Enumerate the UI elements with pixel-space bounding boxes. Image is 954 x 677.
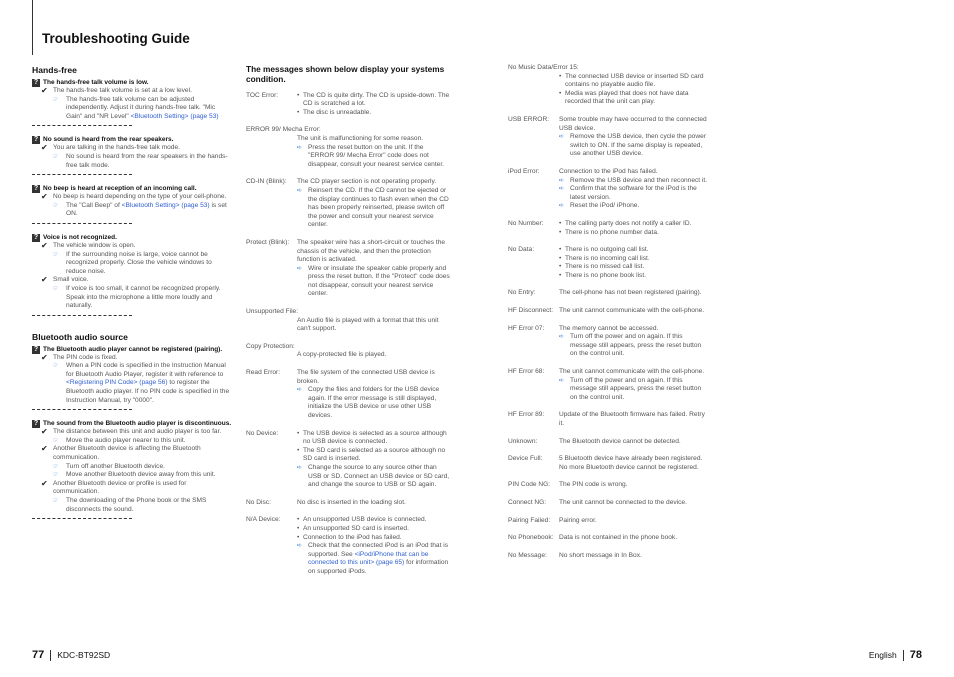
msg-pairing-failed <box>508 517 708 526</box>
divider <box>32 409 132 410</box>
remedy-arrow-icon: ☞ <box>53 153 59 160</box>
msg-bullet: Connection to the iPod has failed. <box>303 533 402 541</box>
remedy-arrow-icon: ☞ <box>53 472 59 479</box>
model-name: KDC-BT92SD <box>57 650 111 660</box>
msg-ipod-error <box>508 168 708 211</box>
remedy-arrow-icon: ➪ <box>297 265 303 272</box>
cause-text: Another Bluetooth device or profile is used for communication. <box>53 479 187 496</box>
msg-remedy: Remove the USB device and then reconnect it. <box>570 176 708 184</box>
cause-text: The hands-free talk volume is set at a low level. <box>53 87 192 94</box>
msg-text: Data is not contained in the phone book. <box>559 534 678 542</box>
remedy-arrow-icon: ☞ <box>53 285 59 292</box>
cause-text: The PIN code is fixed. <box>53 353 118 361</box>
check-icon: ✔ <box>41 444 48 454</box>
msg-bullet: There is no incoming call list. <box>565 254 650 262</box>
msg-text: The CD player section is not operating properly. <box>297 178 437 186</box>
msg-label: No Number: <box>508 219 544 227</box>
msg-text: Pairing error. <box>559 516 597 524</box>
remedy-arrow-icon: ➪ <box>559 203 565 210</box>
msg-label: ERROR 99/ Mecha Error: <box>246 126 321 134</box>
remedy-text-end: is set ON. <box>66 201 227 218</box>
msg-remedy: Wire or insulate the speaker cable properly and press the reset button. If the "Protect" code does not disappear, consult your nearest service center. <box>308 264 450 298</box>
msg-label: TOC Error: <box>246 91 279 99</box>
msg-label: iPod Error: <box>508 167 540 175</box>
msg-label: N/A Device: <box>246 516 281 524</box>
msg-text: Update of the Bluetooth firmware has failed. Retry it. <box>559 411 705 427</box>
remedy-text: The "Call Beep" of <box>66 201 122 209</box>
remedy-arrow-icon: ☞ <box>53 498 59 504</box>
check-icon: ✔ <box>41 192 48 202</box>
remedy-arrow-icon: ➪ <box>297 144 303 151</box>
remedy-arrow-icon: ➪ <box>559 186 565 193</box>
remedy-text: If voice is too small, it cannot be recognized properly. Speak into the microphone a little more loudly and naturally. <box>66 284 221 310</box>
msg-toc-error: TOC Error: • The CD is quite dirty. The CD is upside-down. The CD is scratched a lot. • The disc is unreadable. <box>246 91 450 116</box>
msg-text: The Bluetooth device cannot be detected. <box>559 437 681 445</box>
msg-text: The speaker wire has a short-circuit or touches the chassis of the vehicle, and then the protection function is activated. <box>297 238 446 264</box>
entry-low-volume <box>32 79 232 121</box>
remedy-arrow-icon: ➪ <box>297 543 303 550</box>
msg-bullet: There is no outgoing call list. <box>565 246 649 254</box>
divider <box>32 223 132 224</box>
divider <box>32 315 132 316</box>
msg-label: Copy Protection: <box>246 342 295 350</box>
msg-protect <box>246 239 450 299</box>
msg-no-number: No Number: • The calling party does not notify a caller ID. • There is no phone number data. <box>508 219 692 236</box>
msg-label: Read Error: <box>246 369 281 377</box>
check-icon: ✔ <box>41 86 48 95</box>
remedy-text: Move the audio player nearer to this unit. <box>66 436 186 444</box>
remedy-arrow-icon: ☞ <box>53 463 59 470</box>
msg-remedy: Turn off the power and on again. If this message still appears, press the reset button on the control unit. <box>570 333 702 358</box>
problem-text: The hands-free talk volume is low. <box>43 79 149 86</box>
msg-text: No short message in In Box. <box>559 551 642 559</box>
msg-unknown <box>508 438 708 447</box>
msg-connect-ng <box>508 499 708 508</box>
question-icon: ? <box>33 79 39 86</box>
msg-label: No Phonebook: <box>508 534 554 542</box>
page-link[interactable]: <iPod/iPhone that can be connected to this unit> (page 65) <box>308 550 429 567</box>
cause-text: Small voice. <box>53 276 89 284</box>
msg-no-device: No Device: • The USB device is selected as a source although no USB device is connected. • The SD card is selected as a source although no SD card is inserted. ➪ Change the source to any source other than USB or SD. Connect an USB device or SD card, and change the source to USB or SD again. <box>246 429 450 489</box>
entry-no-beep <box>32 185 232 219</box>
divider <box>32 125 132 126</box>
msg-remedy: Reset the iPod/ iPhone. <box>570 202 640 210</box>
msg-remedy: Remove the USB device, then cycle the power switch to ON. If the same display is repeated, use another USB device. <box>570 133 706 158</box>
entry-voice-not-recognized <box>32 234 232 311</box>
msg-bullet: An unsupported USB device is connected. <box>303 516 427 524</box>
msg-label: No Data: <box>508 246 535 254</box>
msg-remedy: Confirm that the software for the iPod is the latest version. <box>570 185 697 201</box>
cause-text: Another Bluetooth device is affecting the Bluetooth communication. <box>53 445 201 462</box>
msg-bullet: The calling party does not notify a caller ID. <box>565 219 692 227</box>
msg-copy-protection <box>246 343 450 360</box>
check-icon: ✔ <box>41 427 48 437</box>
question-icon: ? <box>33 420 39 428</box>
msg-bullet: An unsupported SD card is inserted. <box>303 524 409 532</box>
cause-text: The vehicle window is open. <box>53 241 136 249</box>
question-icon: ? <box>33 345 39 353</box>
msg-hf-disconnect <box>508 307 708 316</box>
footer-separator <box>50 650 51 661</box>
msg-label: Unsupported File: <box>246 308 299 316</box>
msg-label: HF Error 07: <box>508 324 545 332</box>
msg-bullet: The connected USB device or inserted SD card contains no playable audio file. <box>565 72 704 89</box>
remedy-arrow-icon: ➪ <box>559 334 565 341</box>
divider <box>32 518 132 519</box>
remedy-text: The hands-free talk volume can be adjusted independently. Adjust it during hands-free talk. "Mic Gain" and "NR Level" <box>66 95 216 120</box>
msg-text: Connection to the iPod has failed. <box>559 167 658 175</box>
remedy-text: When a PIN code is specified in the Instruction Manual for Bluetooth Audio Player, register it with reference to <box>66 362 226 378</box>
remedy-arrow-icon: ➪ <box>297 464 303 471</box>
msg-remedy: Turn off the power and on again. If this message still appears, press the reset button on the control unit. <box>570 376 702 401</box>
remedy-text: Turn off another Bluetooth device. <box>66 462 165 470</box>
entry-rear-speakers <box>32 136 232 170</box>
msg-remedy: Change the source to any source other than USB or SD. Connect an USB device or SD card, and change the source to USB or SD again. <box>308 463 450 489</box>
msg-text: No disc is inserted in the loading slot. <box>297 498 406 506</box>
remedy-arrow-icon: ➪ <box>297 187 303 194</box>
check-icon: ✔ <box>41 275 48 285</box>
check-icon: ✔ <box>41 240 48 250</box>
footer-separator <box>903 650 904 661</box>
msg-label: CD-IN (Blink): <box>246 178 287 186</box>
page-link[interactable]: <Registering PIN Code> (page 56) <box>66 379 168 387</box>
column-right <box>508 64 708 569</box>
check-icon: ✔ <box>41 143 48 153</box>
problem-text: No beep is heard at reception of an incoming call. <box>43 185 197 193</box>
problem-text: The Bluetooth audio player cannot be registered (pairing). <box>43 345 223 353</box>
msg-text: The unit cannot be connected to the device. <box>559 498 687 506</box>
msg-text: Some trouble may have occurred to the connected USB device. <box>559 115 707 132</box>
header-rule <box>32 0 33 55</box>
page-link[interactable]: <Bluetooth Setting> (page 53) <box>121 201 210 209</box>
msg-error-99 <box>246 126 450 169</box>
msg-remedy: Copy the files and folders for the USB device again. If the error message is still displayed, initialize the USB device or use other USB devices. <box>308 386 440 419</box>
entry-cannot-register <box>32 346 232 406</box>
language-label: English <box>868 650 897 660</box>
msg-label: HF Disconnect: <box>508 307 554 315</box>
msg-remedy: Check that the connected iPod is an iPod that is supported. See <box>308 542 449 558</box>
msg-text: An Audio file is played with a format that this unit can't support. <box>297 316 439 333</box>
msg-no-message <box>508 552 708 561</box>
msg-unsupported-file <box>246 308 450 334</box>
msg-read-error <box>246 369 450 421</box>
remedy-arrow-icon: ➪ <box>559 177 565 184</box>
msg-remedy-end: for information on supported iPods. <box>308 559 449 575</box>
msg-text: 5 Bluetooth device have already been registered. No more Bluetooth device cannot be registered. <box>559 455 703 471</box>
msg-label: HF Error 68: <box>508 368 545 376</box>
remedy-arrow-icon: ☞ <box>53 437 59 444</box>
column-left <box>32 65 232 529</box>
msg-text: The unit cannot communicate with the cell-phone. <box>559 368 705 376</box>
msg-bullet: The disc is unreadable. <box>303 108 372 116</box>
msg-label: Unknown: <box>508 437 538 445</box>
question-icon: ? <box>33 185 39 193</box>
remedy-arrow-icon: ➪ <box>297 387 303 394</box>
msg-hf-error-89 <box>508 411 708 428</box>
page-link[interactable]: <Bluetooth Setting> (page 53) <box>130 112 219 120</box>
remedy-arrow-icon: ☞ <box>53 363 59 370</box>
msg-pin-code-ng <box>508 481 708 490</box>
msg-label: Connect NG: <box>508 498 547 506</box>
msg-bullet: The USB device is selected as a source although no USB device is connected. <box>303 429 447 446</box>
msg-hf-error-68 <box>508 368 708 402</box>
msg-label: Device Full: <box>508 455 543 463</box>
cause-text: No beep is heard depending on the type of your cell-phone. <box>53 193 227 201</box>
msg-no-entry <box>508 289 708 298</box>
msg-label: No Disc: <box>246 498 271 506</box>
msg-label: No Entry: <box>508 289 536 297</box>
cause-text: You are talking in the hands-free talk mode. <box>53 144 180 152</box>
remedy-arrow-icon: ☞ <box>53 251 59 258</box>
msg-text: The memory cannot be accessed. <box>559 324 659 332</box>
cause-text: The distance between this unit and audio player is too far. <box>53 428 222 436</box>
remedy-arrow-icon: ➪ <box>559 134 565 141</box>
msg-bullet: Media was played that does not have data recorded that the unit can play. <box>565 89 689 106</box>
remedy-arrow-icon: ☞ <box>53 202 59 209</box>
page-number-right: 78 <box>909 649 922 661</box>
msg-label: No Device: <box>246 429 279 437</box>
msg-label: USB ERROR: <box>508 115 550 123</box>
msg-bullet: The CD is quite dirty. The CD is upside-down. The CD is scratched a lot. <box>303 91 450 108</box>
remedy-text-end: to register the Bluetooth audio player. If no PIN code is specified in the Instruction Manual, try "0000". <box>66 379 230 404</box>
msg-no-phonebook <box>508 534 708 543</box>
msg-label: No Music Data/Error 15: <box>508 64 579 71</box>
msg-bullet: There is no missed call list. <box>565 263 645 271</box>
remedy-text: The downloading of the Phone book or the SMS disconnects the sound. <box>66 497 207 513</box>
msg-usb-error <box>508 116 708 159</box>
column-middle <box>246 65 450 586</box>
remedy-arrow-icon: ☞ <box>53 96 59 103</box>
msg-bullet: The SD card is selected as a source although no SD card is inserted. <box>303 446 446 463</box>
footer-left <box>32 649 110 661</box>
msg-label: HF Error 89: <box>508 411 545 419</box>
msg-label: No Message: <box>508 551 547 559</box>
msg-no-music-data: No Music Data/Error 15: • The connected USB device or inserted SD card contains no playable audio file. • Media was played that does not have data recorded that the unit can play. <box>508 64 708 107</box>
msg-no-disc <box>246 499 450 508</box>
section-heading-bluetooth-audio: Bluetooth audio source <box>32 331 128 342</box>
msg-bullet: There is no phone book list. <box>565 271 647 279</box>
page-title: Troubleshooting Guide <box>42 31 190 46</box>
check-icon: ✔ <box>41 352 48 362</box>
msg-text: The unit is malfunctioning for some reason. <box>297 134 424 142</box>
msg-remedy: Reinsert the CD. If the CD cannot be ejected or the display continues to flash even when the CD has been properly reinserted, please switch off the power and consult your nearest service center. <box>308 186 449 229</box>
remedy-arrow-icon: ➪ <box>559 377 565 384</box>
msg-label: Pairing Failed: <box>508 516 551 524</box>
msg-remedy: Press the reset button on the unit. If the "ERROR 99/ Mecha Error" code does not disappear, consult your nearest service center. <box>308 143 444 168</box>
footer-right <box>869 649 922 661</box>
remedy-text: If the surrounding noise is large, voice cannot be recognized properly. Close the vehicle windows to reduce noise. <box>66 250 212 275</box>
page-number-left: 77 <box>32 649 45 661</box>
msg-label: PIN Code NG: <box>508 481 551 489</box>
msg-text: The file system of the connected USB device is broken. <box>297 369 435 385</box>
remedy-text: Move another Bluetooth device away from this unit. <box>66 471 216 479</box>
msg-text: The PIN code is wrong. <box>559 481 628 489</box>
msg-cd-in <box>246 178 450 230</box>
msg-hf-error-07 <box>508 325 708 359</box>
remedy-text: No sound is heard from the rear speakers in the hands-free talk mode. <box>66 152 228 169</box>
msg-bullet: There is no phone number data. <box>565 228 659 236</box>
msg-no-data: No Data: • There is no outgoing call list. • There is no incoming call list. • There is no missed call list. • There is no phone book list. <box>508 246 650 279</box>
problem-text: Voice is not recognized. <box>43 233 117 241</box>
divider <box>32 174 132 175</box>
msg-device-full <box>508 455 708 472</box>
entry-sound-discontinuous <box>32 420 232 514</box>
msg-text: The cell-phone has not been registered (pairing). <box>559 289 702 297</box>
problem-text: The sound from the Bluetooth audio player is discontinuous. <box>43 420 232 428</box>
msg-na-device: N/A Device: • An unsupported USB device is connected. • An unsupported SD card is inserted. • Connection to the iPod has failed. ➪ Check that the connected iPod is an iPod that is supported. See <iPod/iPhone that can be connected to this unit> (page 65) for information on supported iPods. <box>246 516 449 575</box>
messages-heading: The messages shown below display your systems condition. <box>246 64 445 84</box>
msg-label: Protect (Blink): <box>246 238 290 246</box>
problem-text: No sound is heard from the rear speakers. <box>43 136 174 144</box>
msg-text: The unit cannot communicate with the cell-phone. <box>559 307 705 315</box>
check-icon: ✔ <box>41 478 48 488</box>
question-icon: ? <box>33 136 39 144</box>
msg-text: A copy-protected file is played. <box>297 351 387 359</box>
section-heading-hands-free: Hands-free <box>32 65 77 75</box>
question-icon: ? <box>33 233 39 241</box>
